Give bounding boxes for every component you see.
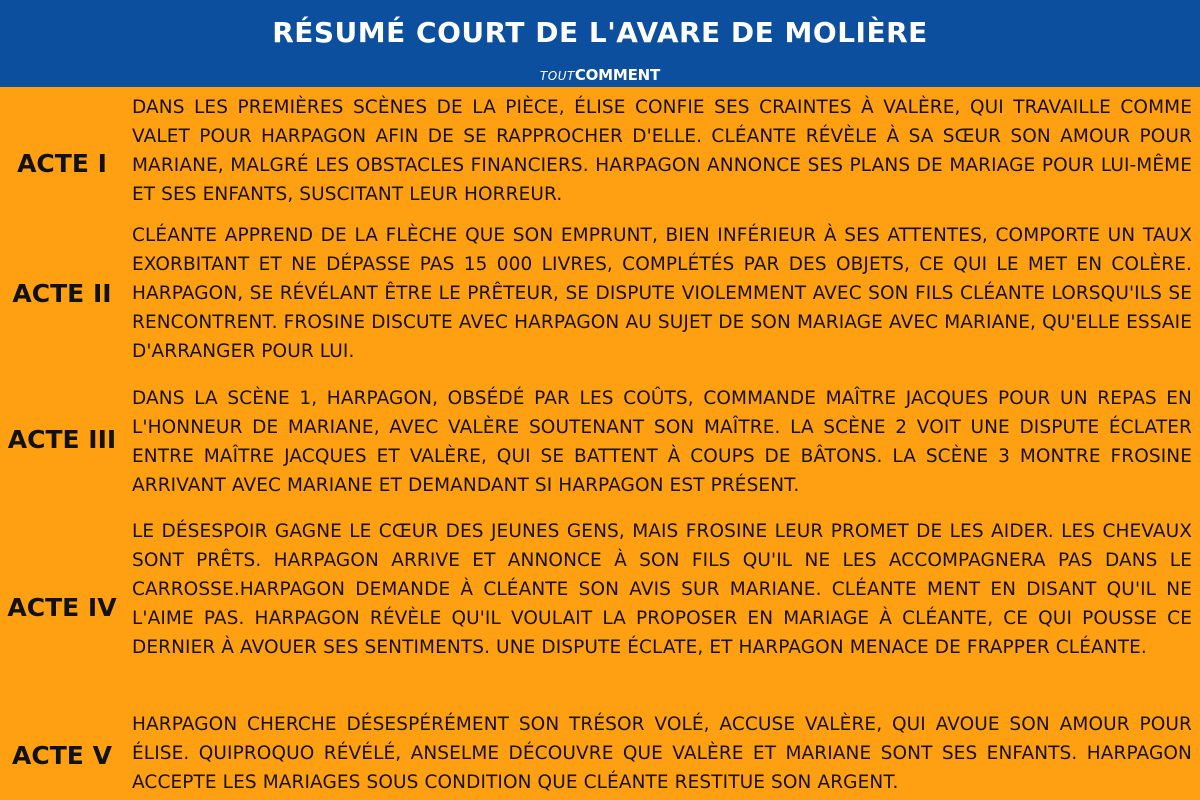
act-summary: DANS LA SCÈNE 1, HARPAGON, OBSÉDÉ PAR LES COÛTS, COMMANDE MAÎTRE JACQUES POUR UN REPAS EN L'HONNEUR DE MARIANE, AVEC VALÈRE SOUTENANT SON MAÎTRE. LA SCÈNE 2 VOIT UNE DISPUTE ÉCLATER ENTRE MAÎTRE JACQUES ET VALÈRE, QUI SE BATTENT À COUPS DE BÂTONS. LA SCÈNE 3 MONTRE FROSINE ARRIVANT AVEC MARIANE ET DEMANDANT SI HARPAGON EST PRÉSENT. (132, 388, 1192, 496)
act-summary: HARPAGON CHERCHE DÉSESPÉRÉMENT SON TRÉSOR VOLÉ, ACCUSE VALÈRE, QUI AVOUE SON AMOUR POUR ÉLISE. QUIPROQUO RÉVÉLÉ, ANSELME DÉCOUVRE QUE VALÈRE ET MARIANE SONT SES ENFANTS. HARPAGON ACCEPTE LES MARIAGES SOUS CONDITION QUE CLÉANTE RESTITUE SON ARGENT. (132, 714, 1192, 793)
act-summary: LE DÉSESPOIR GAGNE LE CŒUR DES JEUNES GENS, MAIS FROSINE LEUR PROMET DE LES AIDER. LES CHEVAUX SONT PRÊTS. HARPAGON ARRIVE ET ANNONCE À SON FILS QU'IL NE LES ACCOMPAGNERA PAS DANS LE CARROSSE.HARPAGON DEMANDE À CLÉANTE SON AVIS SUR MARIANE. CLÉANTE MENT EN DISANT QU'IL NE L'AIME PAS. HARPAGON RÉVÈLE QU'IL VOULAIT LA PROPOSER EN MARIAGE À CLÉANTE, CE QUI POUSSE CE DERNIER À AVOUER SES SENTIMENTS. UNE DISPUTE ÉCLATE, ET HARPAGON MENACE DE FRAPPER CLÉANTE. (132, 521, 1192, 658)
act-label: ACTE V (12, 741, 112, 770)
act-label: ACTE II (12, 279, 112, 308)
act-label: ACTE III (7, 425, 117, 454)
act-summary: CLÉANTE APPREND DE LA FLÈCHE QUE SON EMPRUNT, BIEN INFÉRIEUR À SES ATTENTES, COMPORTE UN TAUX EXORBITANT ET NE DÉPASSE PAS 15 000 LIVRES, COMPLÉTÉS PAR DES OBJETS, CE QUI LE MET EN COLÈRE. HARPAGON, SE RÉVÉLANT ÊTRE LE PRÊTEUR, SE DISPUTE VIOLEMMENT AVEC SON FILS CLÉANTE LORSQU'ILS SE RENCONTRENT. FROSINE DISCUTE AVEC HARPAGON AU SUJET DE SON MARIAGE AVEC MARIANE, QU'ELLE ESSAIE D'ARRANGER POUR LUI. (132, 225, 1192, 362)
page-title: RÉSUMÉ COURT DE L'AVARE DE MOLIÈRE (272, 16, 928, 49)
act-section-5 (0, 709, 1200, 800)
act-section-4 (0, 516, 1200, 696)
brand-logo-comment: COMMENT (574, 66, 661, 84)
act-section-3 (0, 383, 1200, 503)
act-section-1 (0, 92, 1200, 210)
header-banner (0, 0, 1200, 87)
act-label: ACTE I (17, 149, 107, 178)
brand-logo (0, 66, 1200, 85)
act-label: ACTE IV (7, 593, 117, 622)
act-summary: DANS LES PREMIÈRES SCÈNES DE LA PIÈCE, ÉLISE CONFIE SES CRAINTES À VALÈRE, QUI TRAVAILLE COMME VALET POUR HARPAGON AFIN DE SE RAPPROCHER D'ELLE. CLÉANTE RÉVÈLE À SA SŒUR SON AMOUR POUR MARIANE, MALGRÉ LES OBSTACLES FINANCIERS. HARPAGON ANNONCE SES PLANS DE MARIAGE POUR LUI-MÊME ET SES ENFANTS, SUSCITANT LEUR HORREUR. (132, 97, 1192, 205)
act-section-2 (0, 220, 1200, 370)
brand-logo-tout: TOUT (539, 69, 575, 83)
